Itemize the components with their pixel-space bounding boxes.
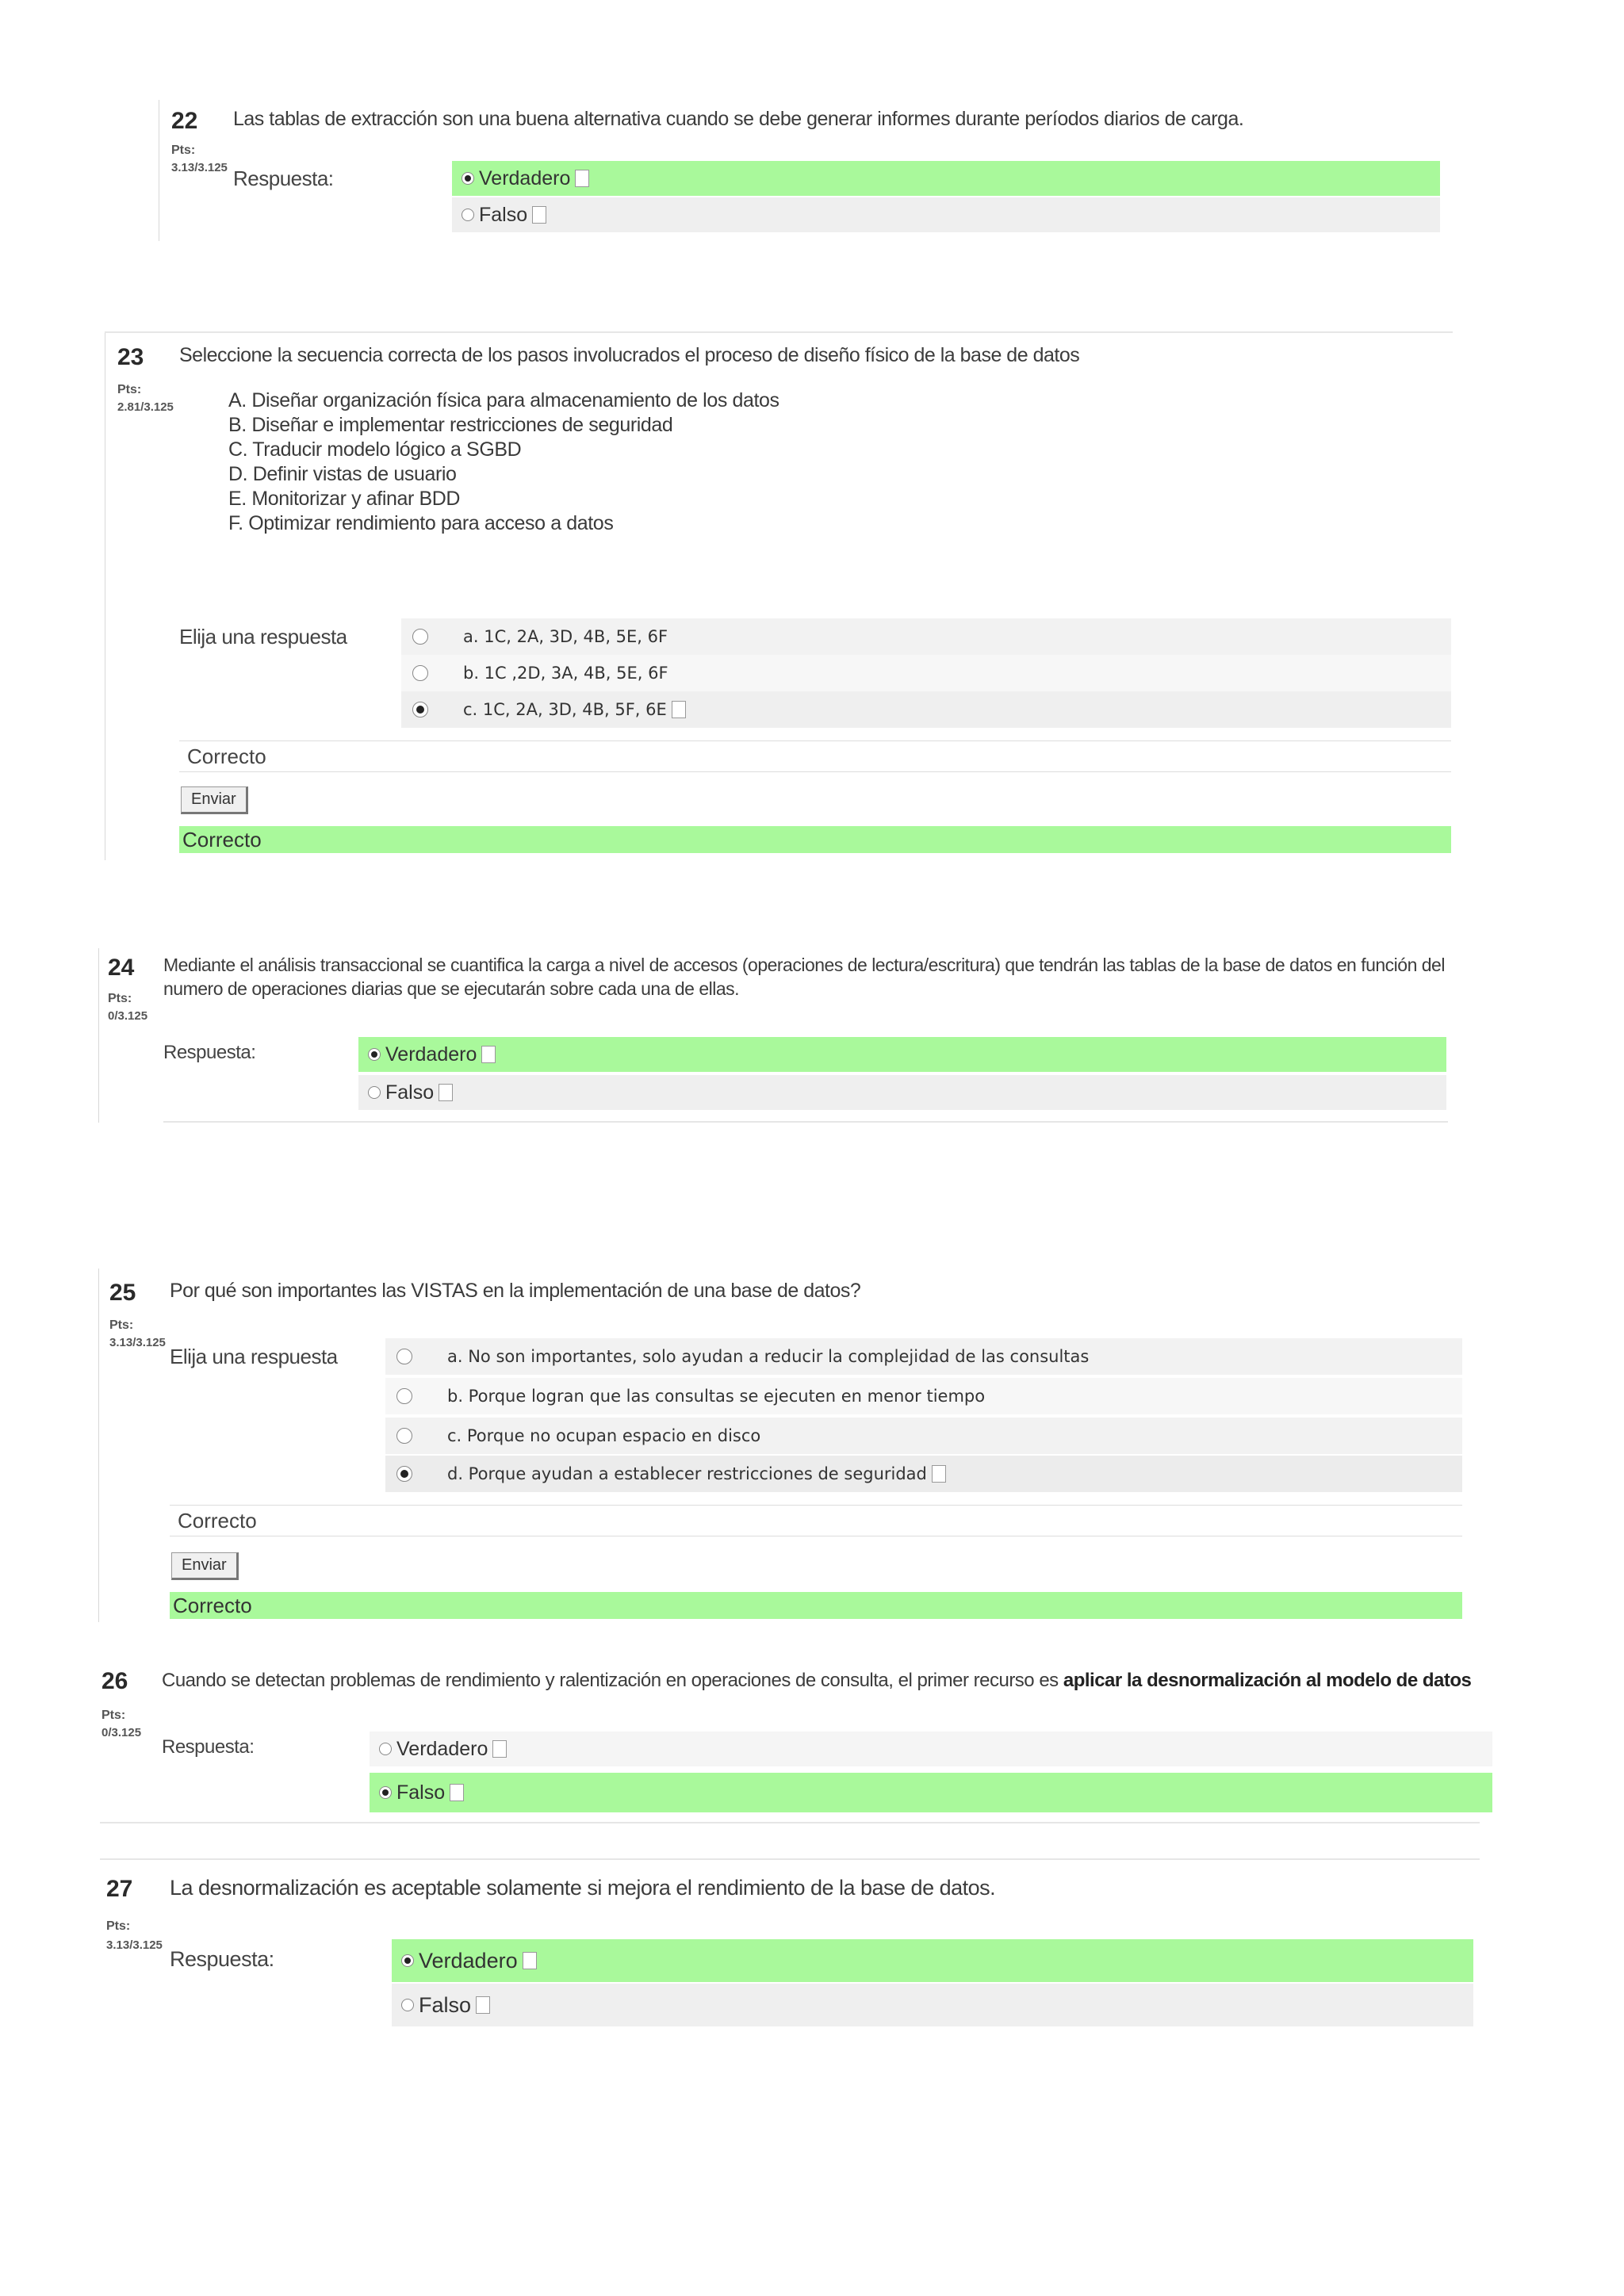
feedback-icon xyxy=(439,1084,453,1101)
q24-bottom-divider xyxy=(163,1121,1448,1123)
radio-icon[interactable] xyxy=(462,209,474,221)
option-label: b. Porque logran que las consultas se ejecuten en menor tiempo xyxy=(447,1387,986,1406)
radio-selected-icon[interactable] xyxy=(379,1786,392,1799)
q26-option-falso[interactable] xyxy=(370,1773,1492,1812)
radio-icon[interactable] xyxy=(412,629,428,645)
q24-number: 24 xyxy=(108,955,135,981)
q23-option-c[interactable] xyxy=(401,691,1451,728)
q23-top-divider xyxy=(105,331,1453,333)
q23-number: 23 xyxy=(117,344,144,370)
radio-selected-icon[interactable] xyxy=(462,172,474,185)
radio-selected-icon[interactable] xyxy=(368,1048,381,1061)
q26-bottom-divider xyxy=(100,1822,1480,1823)
radio-selected-icon[interactable] xyxy=(412,702,428,718)
feedback-icon xyxy=(672,701,686,718)
q24-respuesta-label: Respuesta: xyxy=(163,1042,256,1063)
feedback-icon xyxy=(932,1465,946,1483)
step-item: A. Diseñar organización física para almacenamiento de los datos xyxy=(228,389,779,411)
q24-border xyxy=(98,948,99,1123)
q23-text: Seleccione la secuencia correcta de los pasos involucrados el proceso de diseño físico de la base de datos xyxy=(179,344,1080,366)
option-label: Falso xyxy=(396,1781,446,1804)
q26-text xyxy=(162,1670,1471,1692)
option-label: Verdadero xyxy=(385,1043,477,1066)
q24-option-verdadero[interactable] xyxy=(358,1037,1446,1072)
radio-selected-icon[interactable] xyxy=(396,1466,412,1482)
step-item: B. Diseñar e implementar restricciones de seguridad xyxy=(228,414,673,436)
q25-pts-label: Pts: xyxy=(109,1318,134,1332)
q27-respuesta-label: Respuesta: xyxy=(170,1947,274,1971)
q25-enviar-button[interactable]: Enviar xyxy=(171,1552,239,1580)
q27-text: La desnormalización es aceptable solamente si mejora el rendimiento de la base de datos. xyxy=(170,1876,996,1900)
option-label: d. Porque ayudan a establecer restricciones de seguridad xyxy=(447,1464,927,1483)
option-label: b. 1C ,2D, 3A, 4B, 5E, 6F xyxy=(463,664,668,683)
option-label: Verdadero xyxy=(419,1948,518,1973)
q26-option-verdadero[interactable] xyxy=(370,1732,1492,1766)
q24-score: 0/3.125 xyxy=(108,1009,148,1023)
q26-respuesta-label: Respuesta: xyxy=(162,1736,255,1758)
q25-feedback: Correcto xyxy=(170,1505,1462,1536)
q22-number: 22 xyxy=(171,108,198,134)
option-label: c. Porque no ocupan espacio en disco xyxy=(447,1426,761,1445)
q23-feedback: Correcto xyxy=(179,740,1451,772)
q23-elija-label: Elija una respuesta xyxy=(179,625,347,649)
q23-pts-label: Pts: xyxy=(117,383,142,396)
q22-text: Las tablas de extracción son una buena alternativa cuando se debe generar informes durante períodos diarios de carga. xyxy=(233,108,1244,130)
q23-correct-bar: Correcto xyxy=(179,826,1451,853)
q25-option-c[interactable] xyxy=(385,1418,1462,1454)
q27-number: 27 xyxy=(106,1876,133,1902)
q25-elija-label: Elija una respuesta xyxy=(170,1345,338,1368)
q23-cut-text xyxy=(179,855,972,859)
q22-option-falso[interactable] xyxy=(452,197,1440,232)
q27-top-divider xyxy=(100,1858,1480,1860)
q27-option-falso[interactable] xyxy=(392,1984,1473,2026)
q25-score: 3.13/3.125 xyxy=(109,1336,166,1349)
step-item: F. Optimizar rendimiento para acceso a datos xyxy=(228,512,614,534)
radio-icon[interactable] xyxy=(368,1086,381,1099)
q27-option-verdadero[interactable] xyxy=(392,1939,1473,1982)
q24-pts-label: Pts: xyxy=(108,992,132,1005)
q26-pts-label: Pts: xyxy=(102,1709,126,1722)
q26-score: 0/3.125 xyxy=(102,1726,142,1739)
option-label: c. 1C, 2A, 3D, 4B, 5F, 6E xyxy=(463,700,667,719)
q23-option-a[interactable] xyxy=(401,618,1451,655)
radio-icon[interactable] xyxy=(379,1743,392,1755)
radio-icon[interactable] xyxy=(396,1428,412,1444)
option-label: Falso xyxy=(419,1992,472,2017)
q25-option-d[interactable] xyxy=(385,1456,1462,1492)
q22-score: 3.13/3.125 xyxy=(171,161,228,174)
feedback-icon xyxy=(532,206,546,224)
feedback-icon xyxy=(492,1740,507,1758)
q25-correct-bar: Correcto xyxy=(170,1592,1462,1619)
option-label: a. 1C, 2A, 3D, 4B, 5E, 6F xyxy=(463,627,668,646)
step-item: C. Traducir modelo lógico a SGBD xyxy=(228,438,522,461)
q22-pts-label: Pts: xyxy=(171,144,196,157)
q26-text-bold: aplicar la desnormalización al modelo de datos xyxy=(1063,1670,1472,1691)
q22-option-verdadero[interactable] xyxy=(452,161,1440,196)
option-label: a. No son importantes, solo ayudan a reducir la complejidad de las consultas xyxy=(447,1347,1090,1366)
feedback-icon xyxy=(476,1996,490,2014)
q27-score: 3.13/3.125 xyxy=(106,1938,163,1952)
q24-option-falso[interactable] xyxy=(358,1075,1446,1110)
radio-icon[interactable] xyxy=(412,665,428,681)
option-label: Verdadero xyxy=(396,1737,488,1760)
q25-option-b[interactable] xyxy=(385,1378,1462,1414)
step-item: D. Definir vistas de usuario xyxy=(228,463,457,485)
q25-border xyxy=(98,1269,99,1622)
q26-number: 26 xyxy=(102,1668,128,1694)
radio-icon[interactable] xyxy=(401,1999,414,2011)
option-label: Verdadero xyxy=(479,166,571,189)
option-label: Falso xyxy=(479,203,528,226)
radio-icon[interactable] xyxy=(396,1349,412,1364)
q23-steps xyxy=(228,388,779,536)
q25-number: 25 xyxy=(109,1280,136,1306)
radio-selected-icon[interactable] xyxy=(401,1954,414,1967)
option-label: Falso xyxy=(385,1081,435,1104)
q24-text-line2: numero de operaciones diarias que se ejecutarán sobre cada una de ellas. xyxy=(163,978,740,999)
q24-text-line1: Mediante el análisis transaccional se cuantifica la carga a nivel de accesos (operaciones de lectura/escritura) que tendrán las tablas de la base de datos en función del xyxy=(163,955,1445,975)
q25-option-a[interactable] xyxy=(385,1338,1462,1375)
step-item: E. Monitorizar y afinar BDD xyxy=(228,488,461,510)
radio-icon[interactable] xyxy=(396,1388,412,1404)
feedback-icon xyxy=(481,1046,496,1063)
feedback-icon xyxy=(575,170,589,187)
feedback-icon xyxy=(523,1952,537,1969)
q26-text-plain: Cuando se detectan problemas de rendimiento y ralentización en operaciones de consulta, el primer recurso es xyxy=(162,1670,1063,1691)
feedback-icon xyxy=(450,1784,464,1801)
q22-respuesta-label: Respuesta: xyxy=(233,166,334,190)
q23-option-b[interactable] xyxy=(401,655,1451,691)
q23-score: 2.81/3.125 xyxy=(117,400,174,414)
q23-enviar-button[interactable]: Enviar xyxy=(181,786,248,814)
q25-text: Por qué son importantes las VISTAS en la implementación de una base de datos? xyxy=(170,1280,861,1302)
q25-cut-text xyxy=(170,1619,439,1624)
q27-pts-label: Pts: xyxy=(106,1919,131,1933)
